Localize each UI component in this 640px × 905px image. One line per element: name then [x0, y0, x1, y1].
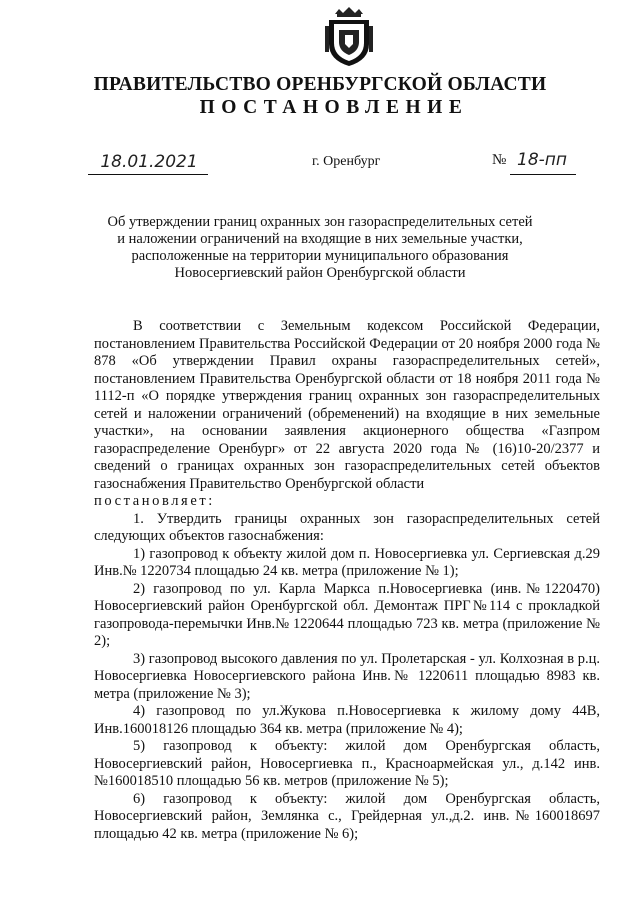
government-title: ПРАВИТЕЛЬСТВО ОРЕНБУРГСКОЙ ОБЛАСТИ [93, 74, 547, 95]
list-item: 2) газопровод по ул. Карла Маркса п.Новосергиевка (инв.№1220470) Новосергиевский район Оренбургской обл. Демонтаж ПРГ№114 с прокладкой газопровода-перемычки Инв.№ 1220644 площадью 723 кв. метра (приложение № 2); [94, 580, 600, 649]
coat-of-arms-icon [325, 6, 373, 68]
document-type: ПОСТАНОВЛЕНИЕ [199, 97, 469, 118]
number-label: № [492, 152, 507, 168]
list-item: 3) газопровод высокого давления по ул. Пролетарская - ул. Колхозная в р.ц. Новосергиевка Новосергиевского района Инв.№ 1220611 площадью 8983 кв. метра (приложение № 3); [94, 650, 600, 702]
preamble-paragraph: В соответствии с Земельным кодексом Российской Федерации, постановлением Правительства Российской Федерации от 20 ноября 2000 года № 878 «Об утверждении Правил охраны газораспределительных сетей», постановлением Правительства Оренбургской области от 18 ноября 2011 года № 1112-п «О порядке утверждения границ охранных зон газораспределительных сетей и наложении ограничений (обременений) на входящие в них земельные участки», на основании заявления акционерного общества «Газпром газораспределение Оренбург» от 22 августа 2020 года № (16)10-20/2377 и сведений о границах охранных зон газораспределительных сетей объектов газоснабжения Правительство Оренбургской области [94, 318, 600, 492]
list-item: 4) газопровод по ул.Жукова п.Новосергиевка к жилому дому 44В, Инв.160018126 площадью 364 кв. метра (приложение № 4); [94, 703, 600, 737]
date-underline [88, 174, 208, 175]
list-item: 1) газопровод к объекту жилой дом п. Новосергиевка ул. Сергиевская д.29 Инв.№ 1220734 площадью 24 кв. метра (приложение № 1); [94, 545, 600, 579]
number-underline [510, 174, 576, 175]
list-item: 6) газопровод к объекту: жилой дом Оренбургская область, Новосергиевский район, Землянка с., Грейдерная ул.,д.2. инв.№160018697 площадью 42 кв. метра (приложение № 6); [94, 790, 600, 842]
document-subject [80, 214, 560, 282]
resolves-heading: постановляет: [94, 493, 215, 509]
document-city: г. Оренбург [312, 154, 381, 169]
subject-line: Об утверждении границ охранных зон газораспределительных сетей [107, 214, 533, 230]
subject-line: расположенные на территории муниципального образования [131, 248, 509, 264]
document-number: 18-пп [517, 150, 567, 170]
point-1-paragraph: 1. Утвердить границы охранных зон газораспределительных сетей следующих объектов газоснабжения: [94, 510, 600, 544]
list-item: 5) газопровод к объекту: жилой дом Оренбургская область, Новосергиевский район, Новосергиевка п., Красноармейская ул., д.142 инв.№160018510 площадью 56 кв. метров (приложение № 5); [94, 738, 600, 789]
document-body [94, 318, 600, 843]
document-date: 18.01.2021 [100, 152, 198, 172]
subject-line: Новосергиевский район Оренбургской области [174, 265, 466, 281]
subject-line: и наложении ограничений на входящие в них земельные участки, [117, 231, 523, 247]
